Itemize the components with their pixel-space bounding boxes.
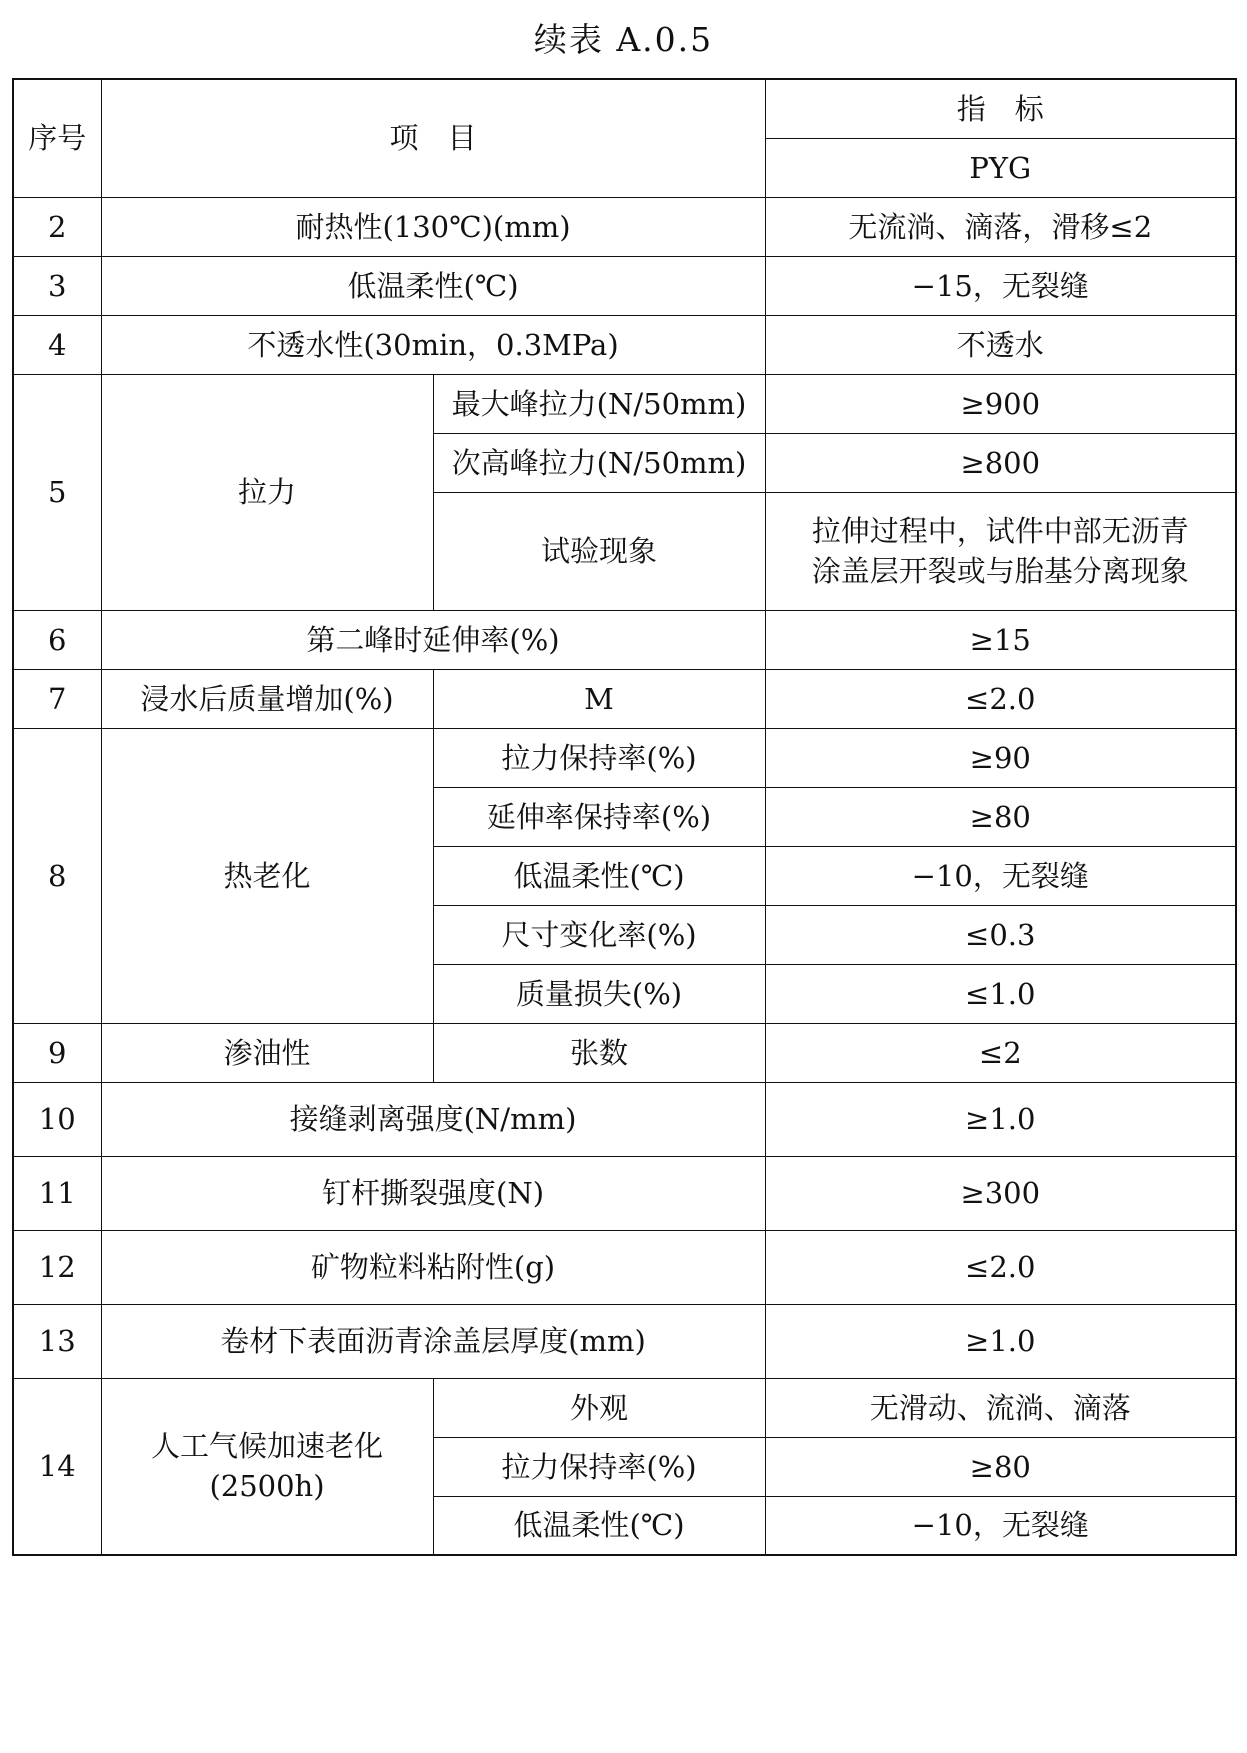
row-value: ≤1.0 <box>765 964 1236 1023</box>
row-value-line: 拉伸过程中，试件中部无沥青 <box>811 514 1189 548</box>
row-value: ≥1.0 <box>765 1304 1236 1378</box>
row-seq: 9 <box>13 1023 101 1082</box>
table-row <box>13 1378 1236 1437</box>
row-value: −10，无裂缝 <box>765 1496 1236 1555</box>
header-indicator: 指 标 <box>765 79 1236 138</box>
row-subitem: 质量损失(%) <box>433 964 765 1023</box>
row-item: 接缝剥离强度(N/mm) <box>101 1082 765 1156</box>
row-seq: 4 <box>13 315 101 374</box>
table-row <box>13 1230 1236 1304</box>
row-value: −10，无裂缝 <box>765 846 1236 905</box>
row-group: 热老化 <box>101 728 433 1023</box>
row-value: ≥15 <box>765 610 1236 669</box>
row-item: 第二峰时延伸率(%) <box>101 610 765 669</box>
row-seq: 8 <box>13 728 101 1023</box>
row-subitem: 拉力保持率(%) <box>433 728 765 787</box>
row-value: 不透水 <box>765 315 1236 374</box>
row-value: ≥300 <box>765 1156 1236 1230</box>
table-row <box>13 728 1236 787</box>
row-value: ≥80 <box>765 1437 1236 1496</box>
row-seq: 14 <box>13 1378 101 1555</box>
table-row <box>13 197 1236 256</box>
row-value: ≤0.3 <box>765 905 1236 964</box>
row-value: −15，无裂缝 <box>765 256 1236 315</box>
row-seq: 13 <box>13 1304 101 1378</box>
row-subitem: 拉力保持率(%) <box>433 1437 765 1496</box>
row-value-line: 涂盖层开裂或与胎基分离现象 <box>811 554 1189 588</box>
row-value: ≤2.0 <box>765 669 1236 728</box>
header-row <box>13 79 1236 138</box>
row-seq: 11 <box>13 1156 101 1230</box>
row-seq: 5 <box>13 374 101 610</box>
row-subitem: 延伸率保持率(%) <box>433 787 765 846</box>
row-subitem: 次高峰拉力(N/50mm) <box>433 433 765 492</box>
table-row <box>13 256 1236 315</box>
row-subitem: 低温柔性(℃) <box>433 1496 765 1555</box>
table-row <box>13 610 1236 669</box>
row-item: 耐热性(130℃)(mm) <box>101 197 765 256</box>
table-title: 续表 A.0.5 <box>533 20 714 59</box>
row-value: ≥900 <box>765 374 1236 433</box>
row-value-multiline <box>765 492 1236 610</box>
header-seq: 序号 <box>13 79 101 197</box>
row-subitem: 尺寸变化率(%) <box>433 905 765 964</box>
row-value: 无滑动、流淌、滴落 <box>765 1378 1236 1437</box>
table-row <box>13 669 1236 728</box>
row-value: ≤2 <box>765 1023 1236 1082</box>
row-subitem: 试验现象 <box>433 492 765 610</box>
row-item: 矿物粒料粘附性(g) <box>101 1230 765 1304</box>
row-seq: 2 <box>13 197 101 256</box>
table-row <box>13 1156 1236 1230</box>
row-seq: 7 <box>13 669 101 728</box>
table-row <box>13 315 1236 374</box>
table-row <box>13 1304 1236 1378</box>
row-item: 钉杆撕裂强度(N) <box>101 1156 765 1230</box>
row-value: 无流淌、滴落，滑移≤2 <box>765 197 1236 256</box>
row-group-line: (2500h) <box>209 1469 325 1504</box>
row-subitem: 张数 <box>433 1023 765 1082</box>
row-value: ≥800 <box>765 433 1236 492</box>
row-value: ≥90 <box>765 728 1236 787</box>
row-item: 不透水性(30min，0.3MPa) <box>101 315 765 374</box>
row-seq: 10 <box>13 1082 101 1156</box>
row-group: 拉力 <box>101 374 433 610</box>
spec-table <box>12 78 1237 1556</box>
row-group-line: 人工气候加速老化 <box>150 1429 383 1464</box>
row-item: 卷材下表面沥青涂盖层厚度(mm) <box>101 1304 765 1378</box>
row-group: 浸水后质量增加(%) <box>101 669 433 728</box>
row-value: ≥80 <box>765 787 1236 846</box>
row-seq: 3 <box>13 256 101 315</box>
header-type: PYG <box>765 138 1236 197</box>
row-subitem: 外观 <box>433 1378 765 1437</box>
row-seq: 6 <box>13 610 101 669</box>
row-value: ≤2.0 <box>765 1230 1236 1304</box>
row-subitem: 最大峰拉力(N/50mm) <box>433 374 765 433</box>
header-item: 项 目 <box>101 79 765 197</box>
row-group: 渗油性 <box>101 1023 433 1082</box>
table-row <box>13 374 1236 433</box>
row-group-multiline <box>101 1378 433 1555</box>
row-seq: 12 <box>13 1230 101 1304</box>
row-item: 低温柔性(℃) <box>101 256 765 315</box>
row-subitem: 低温柔性(℃) <box>433 846 765 905</box>
table-row <box>13 1082 1236 1156</box>
row-subitem: M <box>433 669 765 728</box>
table-row <box>13 1023 1236 1082</box>
row-value: ≥1.0 <box>765 1082 1236 1156</box>
